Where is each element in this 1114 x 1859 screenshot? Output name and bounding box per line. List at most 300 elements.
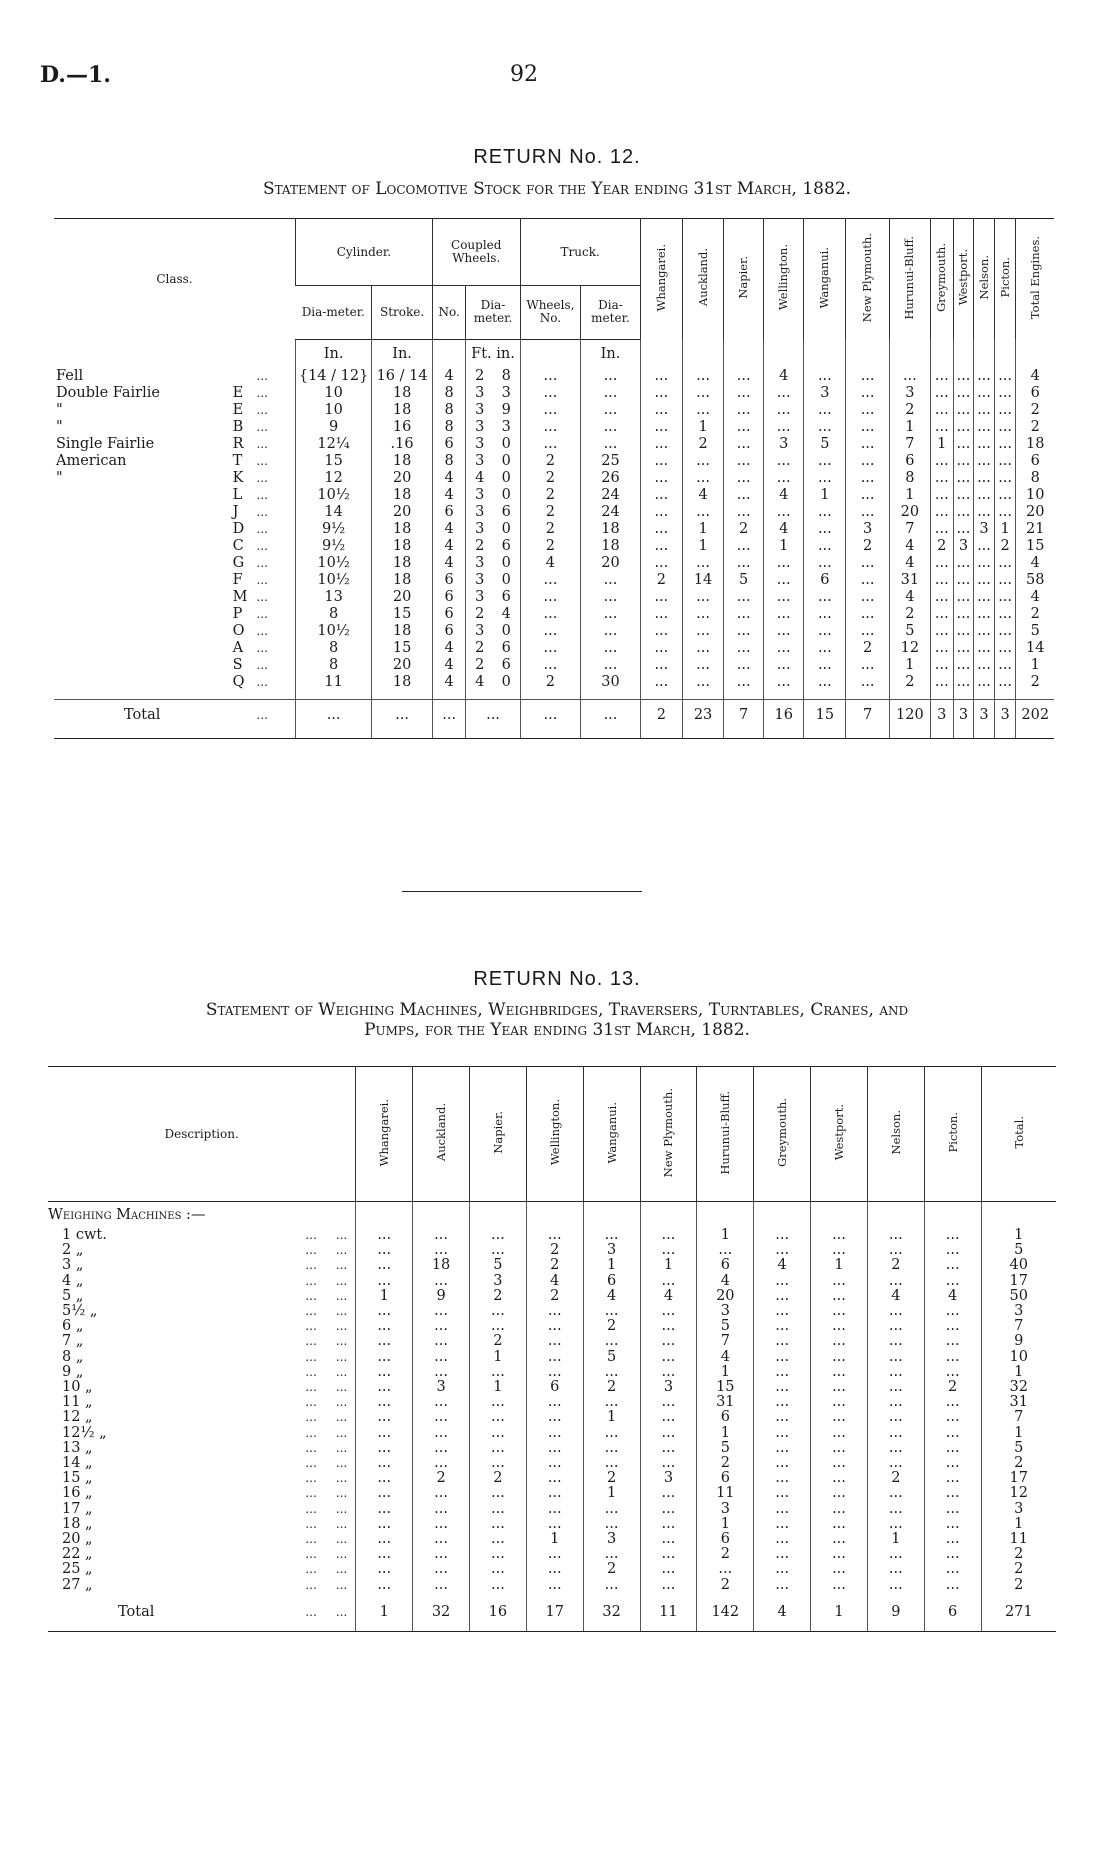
leader-dots: ... ... (305, 1304, 348, 1319)
station-count: ... (640, 1578, 697, 1593)
coupled-diameter-in: 0 (501, 520, 511, 537)
machine-capacity: 2 „ (62, 1242, 84, 1259)
station-count: ... (846, 589, 889, 606)
station-count: ... (754, 1380, 811, 1395)
leader-dots: ... (256, 453, 268, 468)
station-count: ... (640, 504, 682, 521)
leader-dots: ... ... (305, 1562, 348, 1577)
station-count: ... (867, 1304, 924, 1319)
station-count: ... (930, 368, 953, 385)
station-count: 4 (764, 487, 804, 504)
leader-dots: ... ... (305, 1532, 348, 1547)
station-count: ... (867, 1441, 924, 1456)
station-count: ... (846, 623, 889, 640)
page-header (40, 62, 1074, 102)
coupled-diameter-in: 3 (501, 384, 511, 401)
coupled-diameter-in: 0 (501, 571, 511, 588)
table-row (48, 1365, 1056, 1380)
station-count: 1 (811, 1258, 868, 1273)
class-letter (233, 368, 257, 385)
station-count: 4 (889, 538, 930, 555)
station-count: ... (924, 1395, 981, 1410)
station-count: ... (924, 1517, 981, 1532)
station-header: Whangarei. (640, 219, 682, 340)
station-count: ... (640, 419, 682, 436)
station-count: ... (974, 674, 995, 691)
truck-wheels: 2 (520, 453, 581, 470)
truck-diameter: ... (581, 623, 641, 640)
station-count: 2 (867, 1471, 924, 1486)
coupled-diameter-in: 3 (501, 418, 511, 435)
total-row (48, 1593, 1056, 1632)
station-total: 1 (811, 1593, 868, 1632)
cylinder-stroke: 18 (372, 487, 433, 504)
station-header: Hurunui-Bluff. (697, 1067, 754, 1202)
total-label: Total (54, 699, 256, 738)
station-count: ... (754, 1334, 811, 1349)
row-total: 17 (981, 1471, 1056, 1486)
row-total: 2 (981, 1547, 1056, 1562)
cylinder-stroke: 18 (372, 674, 433, 691)
class-name (54, 504, 233, 521)
station-count: ... (994, 572, 1016, 589)
leader-dots: ... (256, 538, 268, 553)
station-count: ... (994, 640, 1016, 657)
station-count: ... (924, 1258, 981, 1273)
station-count: ... (846, 657, 889, 674)
station-total: 3 (994, 699, 1016, 738)
station-count: ... (469, 1517, 526, 1532)
cylinder-diameter: 14 (295, 504, 371, 521)
station-count: ... (469, 1547, 526, 1562)
station-count: ... (754, 1441, 811, 1456)
station-count: 2 (846, 640, 889, 657)
station-count: ... (764, 402, 804, 419)
station-total: 6 (924, 1593, 981, 1632)
machine-capacity: 5½ „ (62, 1303, 98, 1320)
station-count: ... (682, 453, 723, 470)
station-count: ... (953, 521, 974, 538)
station-count: ... (469, 1441, 526, 1456)
station-header: Auckland. (682, 219, 723, 340)
table-row (54, 674, 1054, 691)
cylinder-stroke: 20 (372, 470, 433, 487)
class-name (54, 487, 233, 504)
unit-label: In. (372, 339, 433, 368)
leader-dots: ... ... (305, 1547, 348, 1562)
station-count: 1 (682, 538, 723, 555)
station-count: ... (724, 470, 764, 487)
station-count: 7 (889, 521, 930, 538)
station-count: ... (526, 1334, 583, 1349)
station-count: 31 (697, 1395, 754, 1410)
class-name (54, 572, 233, 589)
row-total: 12 (981, 1486, 1056, 1501)
cylinder-stroke-header: Stroke. (372, 286, 433, 339)
station-count: ... (764, 657, 804, 674)
station-count: 2 (583, 1380, 640, 1395)
station-count: 2 (889, 402, 930, 419)
station-count: ... (804, 470, 846, 487)
station-count: ... (846, 555, 889, 572)
station-count: ... (804, 538, 846, 555)
leader-dots: ... (256, 436, 268, 451)
row-total: 10 (981, 1350, 1056, 1365)
machine-capacity: 7 „ (62, 1333, 84, 1350)
station-count: ... (583, 1228, 640, 1243)
station-count: 1 (697, 1426, 754, 1441)
station-count: ... (413, 1334, 470, 1349)
station-count: ... (640, 1532, 697, 1547)
class-letter: Q (232, 673, 245, 690)
station-count: ... (811, 1517, 868, 1532)
station-count: 1 (930, 436, 953, 453)
table-row (54, 521, 1054, 538)
station-count: ... (764, 470, 804, 487)
station-count: ... (469, 1304, 526, 1319)
station-count: ... (356, 1334, 413, 1349)
station-count: ... (640, 470, 682, 487)
station-count: ... (356, 1365, 413, 1380)
station-count: ... (846, 504, 889, 521)
station-count: ... (924, 1426, 981, 1441)
station-count: ... (924, 1410, 981, 1425)
station-count: ... (930, 606, 953, 623)
station-count: ... (953, 436, 974, 453)
station-count: 5 (469, 1258, 526, 1273)
station-count: 3 (804, 385, 846, 402)
station-header: New Plymouth. (846, 219, 889, 340)
station-count: ... (682, 674, 723, 691)
station-count: 4 (526, 1274, 583, 1289)
cylinder-diameter: 13 (295, 589, 371, 606)
cylinder-stroke: 18 (372, 521, 433, 538)
cylinder-stroke: 16 / 14 (372, 368, 433, 385)
machine-capacity: 12 „ (62, 1409, 93, 1426)
station-count: ... (724, 657, 764, 674)
station-count: ... (974, 436, 995, 453)
station-count: 3 (846, 521, 889, 538)
station-count: ... (413, 1426, 470, 1441)
station-count: 3 (583, 1243, 640, 1258)
station-count: ... (526, 1304, 583, 1319)
machine-capacity: 20 „ (62, 1531, 93, 1548)
station-count: ... (413, 1532, 470, 1547)
coupled-diameter-ft: 3 (466, 504, 493, 521)
station-count: ... (640, 1319, 697, 1334)
station-count: ... (754, 1350, 811, 1365)
station-count: ... (924, 1350, 981, 1365)
station-count: ... (583, 1395, 640, 1410)
station-count: ... (682, 402, 723, 419)
station-count: ... (526, 1578, 583, 1593)
station-count: ... (846, 385, 889, 402)
truck-diameter: ... (581, 402, 641, 419)
truck-diameter: ... (581, 368, 641, 385)
station-total: 11 (640, 1593, 697, 1632)
cylinder-stroke: 20 (372, 657, 433, 674)
cylinder-diameter: 10½ (295, 572, 371, 589)
station-count: 6 (889, 453, 930, 470)
coupled-diameter-in: 8 (501, 367, 511, 384)
station-count: ... (640, 1486, 697, 1501)
station-count: 4 (682, 487, 723, 504)
station-count: 4 (889, 555, 930, 572)
station-count: ... (754, 1243, 811, 1258)
total-engines: 1 (1016, 657, 1054, 674)
station-count: 12 (889, 640, 930, 657)
station-count: 3 (640, 1380, 697, 1395)
truck-wheels: ... (520, 606, 581, 623)
station-count: ... (846, 368, 889, 385)
station-count: ... (583, 1502, 640, 1517)
station-count: ... (930, 453, 953, 470)
locomotive-stock-table (54, 218, 1054, 739)
table-row (54, 555, 1054, 572)
station-count: ... (811, 1532, 868, 1547)
station-count: ... (867, 1228, 924, 1243)
station-count: ... (930, 555, 953, 572)
station-count: ... (924, 1532, 981, 1547)
station-count: 3 (974, 521, 995, 538)
station-count: ... (930, 674, 953, 691)
truck-wheels: ... (520, 368, 581, 385)
station-count: 20 (697, 1289, 754, 1304)
station-count: 6 (697, 1410, 754, 1425)
station-count: ... (804, 453, 846, 470)
class-name (54, 606, 233, 623)
station-count: ... (413, 1410, 470, 1425)
station-count: ... (924, 1274, 981, 1289)
row-total: 11 (981, 1532, 1056, 1547)
class-name (54, 538, 233, 555)
cylinder-diameter: 10½ (295, 623, 371, 640)
station-count: ... (413, 1562, 470, 1577)
table-row (48, 1258, 1056, 1273)
total-engines: 8 (1016, 470, 1054, 487)
cylinder-diameter: 11 (295, 674, 371, 691)
station-count: ... (413, 1274, 470, 1289)
total-engines: 21 (1016, 521, 1054, 538)
truck-wheels: ... (520, 419, 581, 436)
table-row (54, 419, 1054, 436)
leader-dots: ... (256, 589, 268, 604)
station-count: ... (356, 1578, 413, 1593)
station-count: ... (924, 1243, 981, 1258)
station-header: Westport. (953, 219, 974, 340)
station-count: 3 (697, 1502, 754, 1517)
row-total: 5 (981, 1243, 1056, 1258)
station-count: ... (804, 640, 846, 657)
class-letter: R (232, 435, 244, 452)
document-id: D.—1. (40, 62, 111, 88)
station-count: ... (764, 453, 804, 470)
table-row (48, 1471, 1056, 1486)
coupled-diameter-ft: 2 (466, 606, 493, 623)
station-count: ... (846, 419, 889, 436)
station-count: ... (953, 470, 974, 487)
station-count: ... (974, 589, 995, 606)
table-row (48, 1350, 1056, 1365)
station-count: ... (804, 504, 846, 521)
station-count: ... (682, 640, 723, 657)
station-count: ... (583, 1365, 640, 1380)
cylinder-stroke: 18 (372, 402, 433, 419)
cylinder-stroke: 18 (372, 453, 433, 470)
truck-diameter: 18 (581, 521, 641, 538)
station-count: ... (867, 1350, 924, 1365)
station-count: 1 (583, 1258, 640, 1273)
machine-capacity: 18 „ (62, 1515, 93, 1532)
leader-dots: ... ... (305, 1380, 348, 1395)
station-count: ... (953, 589, 974, 606)
station-count: ... (994, 606, 1016, 623)
leader-dots: ... (256, 368, 268, 383)
coupled-diameter-header: Dia-meter. (466, 286, 520, 339)
station-count: ... (953, 368, 974, 385)
row-total: 2 (981, 1578, 1056, 1593)
station-count: ... (724, 402, 764, 419)
station-count: 5 (697, 1319, 754, 1334)
station-count: ... (953, 555, 974, 572)
unit-label: Ft. in. (466, 339, 520, 368)
station-count: ... (469, 1562, 526, 1577)
station-count: ... (804, 419, 846, 436)
total-engines: 6 (1016, 453, 1054, 470)
station-count: 3 (413, 1380, 470, 1395)
station-count: ... (413, 1365, 470, 1380)
coupled-wheels-no: 8 (432, 385, 466, 402)
station-count: ... (640, 555, 682, 572)
station-count: ... (867, 1274, 924, 1289)
station-count: 1 (526, 1532, 583, 1547)
station-total: 3 (930, 699, 953, 738)
return-12-title: RETURN No. 12. (473, 146, 641, 168)
class-name (54, 674, 233, 691)
row-total: 1 (981, 1228, 1056, 1243)
station-count: 5 (724, 572, 764, 589)
station-count: ... (974, 623, 995, 640)
station-total: 4 (754, 1593, 811, 1632)
leader-dots: ... ... (305, 1425, 348, 1440)
leader-dots: ... ... (305, 1349, 348, 1364)
leader-dots: ... ... (305, 1516, 348, 1531)
row-total: 32 (981, 1380, 1056, 1395)
station-count: 3 (889, 385, 930, 402)
station-count: ... (469, 1228, 526, 1243)
station-count: ... (640, 1365, 697, 1380)
truck-diameter: 25 (581, 453, 641, 470)
station-count: ... (974, 555, 995, 572)
coupled-wheels-header: Coupled Wheels. (432, 219, 520, 286)
page-number: 92 (510, 62, 538, 87)
station-count: ... (356, 1562, 413, 1577)
station-count: ... (846, 606, 889, 623)
station-count: ... (974, 538, 995, 555)
station-count: ... (764, 504, 804, 521)
station-count: ... (356, 1319, 413, 1334)
cylinder-stroke: 18 (372, 623, 433, 640)
station-count: 4 (764, 521, 804, 538)
station-count: ... (930, 572, 953, 589)
table-row (48, 1456, 1056, 1471)
cylinder-header: Cylinder. (295, 219, 432, 286)
station-count: 1 (682, 521, 723, 538)
table-row (54, 385, 1054, 402)
station-count: 2 (724, 521, 764, 538)
station-count: ... (994, 453, 1016, 470)
station-count: ... (953, 487, 974, 504)
station-count: ... (811, 1486, 868, 1501)
station-count: 1 (469, 1350, 526, 1365)
coupled-diameter-ft: 2 (466, 368, 493, 385)
row-total: 5 (981, 1441, 1056, 1456)
station-count: 20 (889, 504, 930, 521)
weighing-machines-body (48, 1202, 1056, 1632)
leader-dots: ... (256, 674, 268, 689)
station-count: ... (583, 1304, 640, 1319)
station-count: ... (413, 1502, 470, 1517)
station-count: ... (356, 1486, 413, 1501)
station-total: 9 (867, 1593, 924, 1632)
station-count: ... (640, 538, 682, 555)
leader-dots: ... (256, 385, 268, 400)
class-letter: G (232, 554, 245, 571)
station-count: ... (764, 606, 804, 623)
truck-wheels: 4 (520, 555, 581, 572)
table-row (48, 1547, 1056, 1562)
truck-wheels: 2 (520, 674, 581, 691)
station-count: ... (526, 1426, 583, 1441)
station-count: ... (811, 1304, 868, 1319)
station-count: ... (994, 589, 1016, 606)
station-header: Wanganui. (583, 1067, 640, 1202)
station-count: ... (974, 453, 995, 470)
station-count: 2 (413, 1471, 470, 1486)
description-header: Description. (48, 1067, 356, 1202)
section-label: Weighing Machines :— (48, 1207, 206, 1223)
leader-dots: ... (256, 572, 268, 587)
machine-capacity: 4 „ (62, 1272, 84, 1289)
station-count: 1 (994, 521, 1016, 538)
table-row (48, 1578, 1056, 1593)
station-count: ... (846, 436, 889, 453)
station-count: 3 (764, 436, 804, 453)
station-count: ... (994, 504, 1016, 521)
leader-dots: ... (256, 555, 268, 570)
machine-capacity: 5 „ (62, 1287, 84, 1304)
coupled-diameter-in: 0 (501, 673, 511, 690)
truck-diameter: ... (581, 572, 641, 589)
station-count: ... (724, 436, 764, 453)
station-header: Greymouth. (930, 219, 953, 340)
station-count: ... (811, 1441, 868, 1456)
table-row (48, 1426, 1056, 1441)
machine-capacity: 15 „ (62, 1470, 93, 1487)
station-count: ... (356, 1228, 413, 1243)
station-count: ... (413, 1547, 470, 1562)
total-engines: 4 (1016, 368, 1054, 385)
station-count: ... (930, 470, 953, 487)
station-count: ... (764, 385, 804, 402)
total-engines: 2 (1016, 402, 1054, 419)
station-count: ... (994, 487, 1016, 504)
coupled-diameter-ft: 3 (466, 555, 493, 572)
station-count: ... (640, 1350, 697, 1365)
station-count: ... (924, 1441, 981, 1456)
cylinder-diameter: 8 (295, 606, 371, 623)
station-count: ... (682, 504, 723, 521)
